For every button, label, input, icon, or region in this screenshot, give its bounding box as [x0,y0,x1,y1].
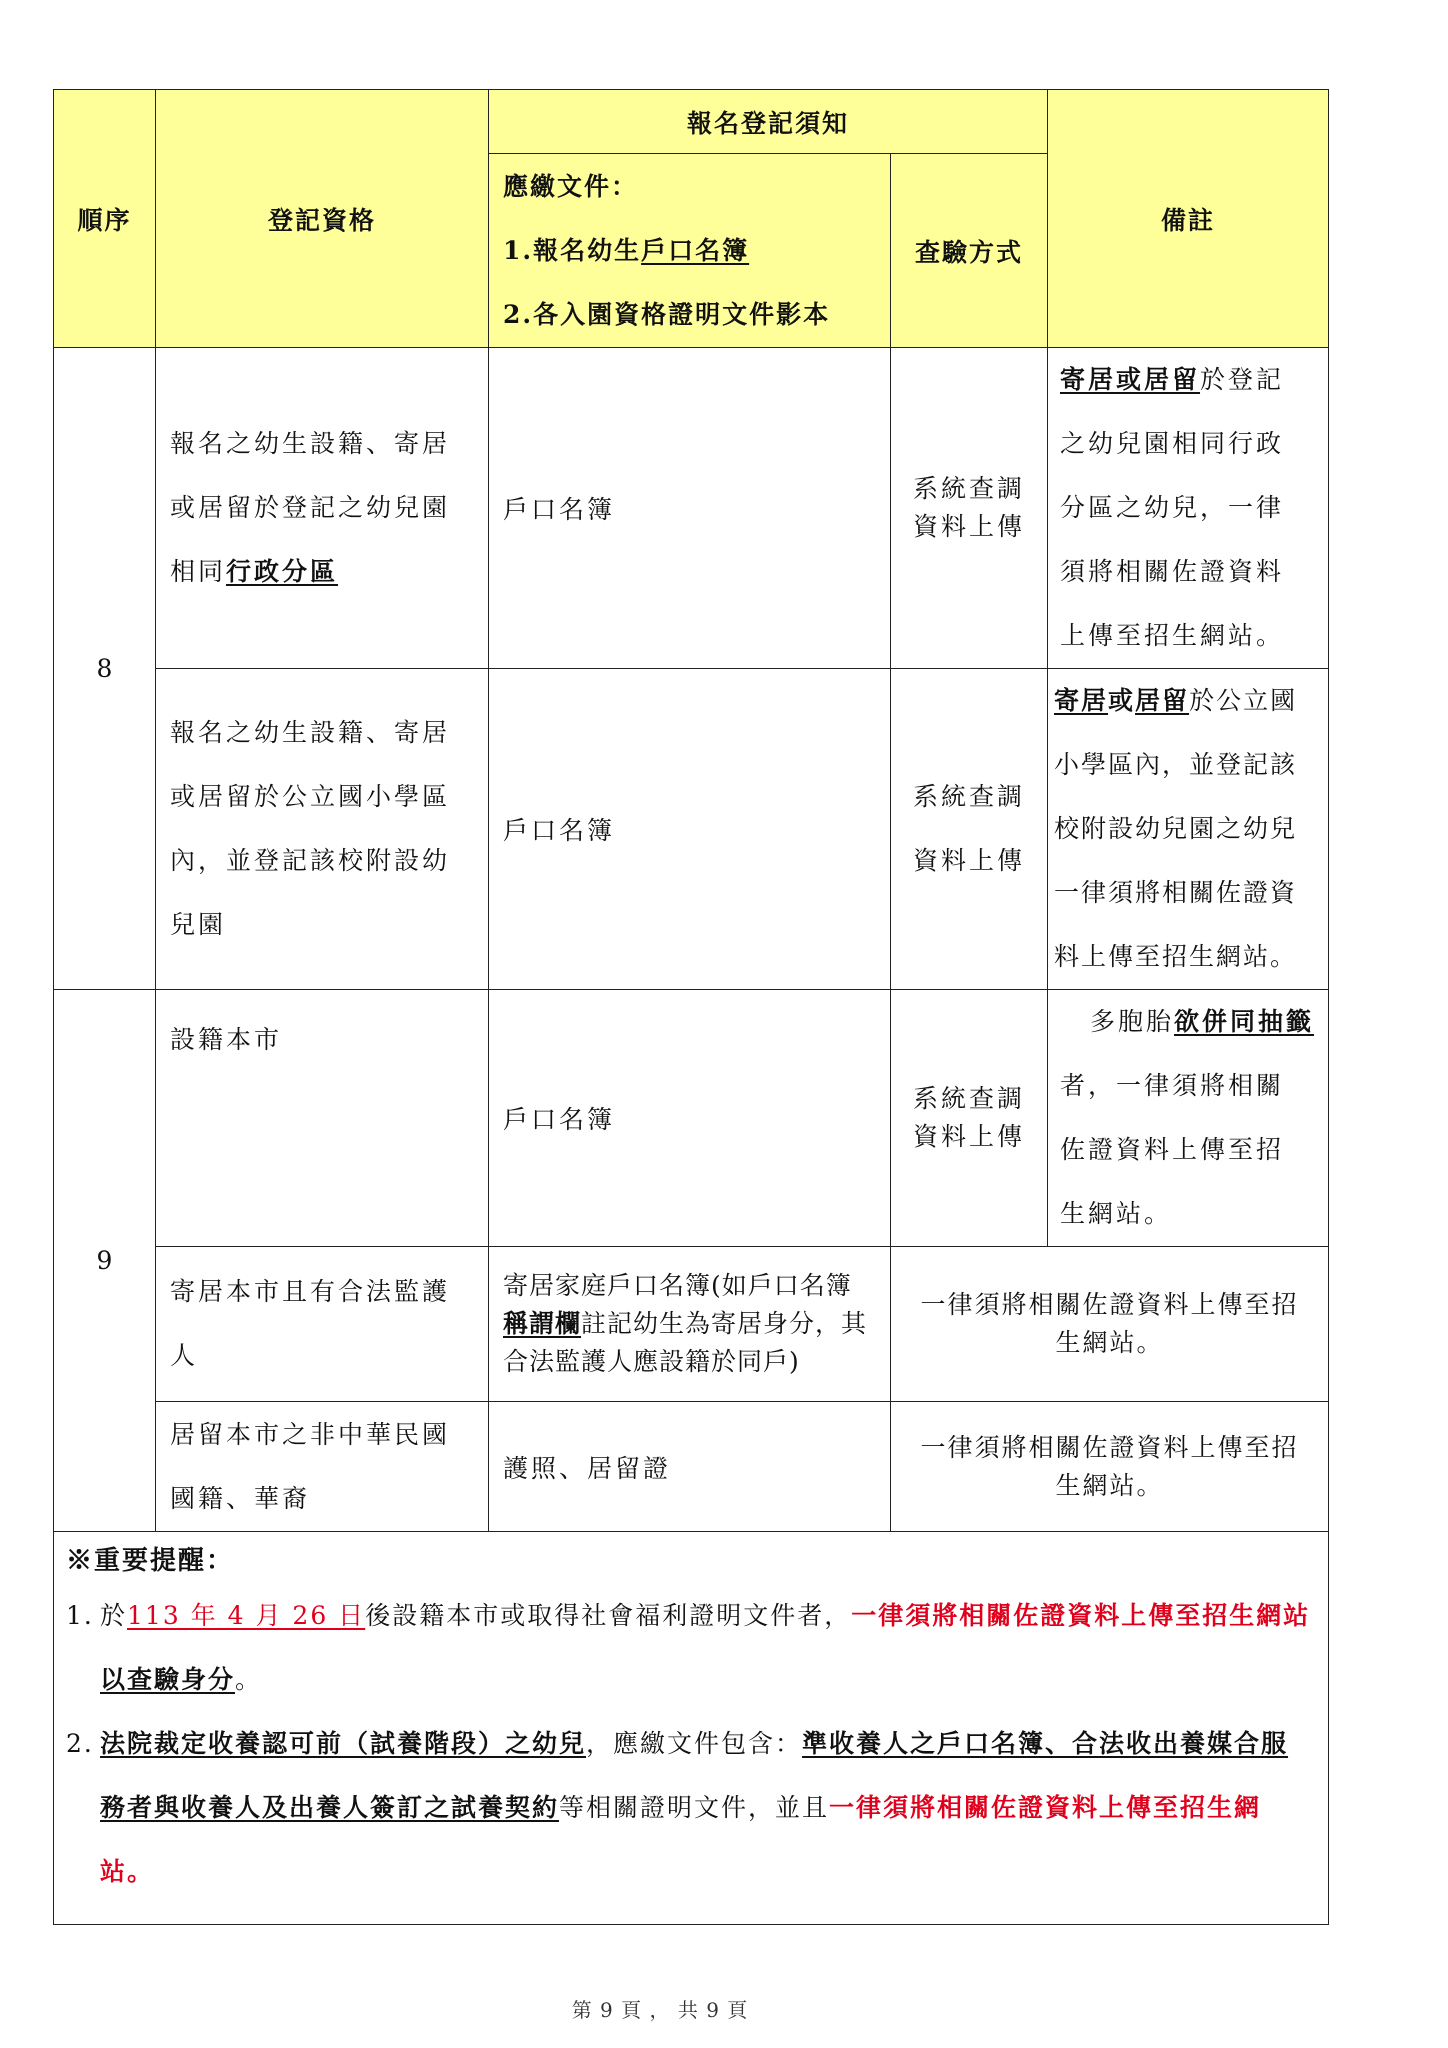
qualification-cell: 寄居本市且有合法監護 人 [156,1247,489,1402]
page-footer: 第 9 頁 ， 共 9 頁 [571,1998,749,2022]
registration-table [53,89,1329,1925]
important-reminder [54,1532,1329,1925]
verification-cell: 系統查調 資料上傳 [891,348,1048,669]
required-docs-1: 1.報名幼生戶口名簿 [503,235,750,265]
document-cell: 戶口名簿 [489,669,891,990]
qualification-cell: 設籍本市 [156,990,489,1247]
remark-cell: 寄居或居留於公立國 小學區內，並登記該 校附設幼兒園之幼兒 一律須將相關佐證資 料上傳至招生網站。 [1048,669,1329,990]
header-qualification: 登記資格 [156,90,489,348]
reminder-item-2: 2. 法院裁定收養認可前（試養階段）之幼兒，應繳文件包含：準收養人之戶口名簿、合法收出養媒合服務者與收養人及出養人簽訂之試養契約等相關證明文件，並且一律須將相關佐證資料上傳至招生網站。 [66,1729,1289,1886]
reminder-item-1: 1. 於113 年 4 月 26 日後設籍本市或取得社會福利證明文件者，一律須將相關佐證資料上傳至招生網站以查驗身分。 [66,1601,1311,1694]
header-order: 順序 [54,90,156,348]
reminder-date: 113 年 4 月 26 日 [127,1601,366,1630]
document-cell: 護照、居留證 [489,1402,891,1532]
qualification-cell: 居留本市之非中華民國 國籍、華裔 [156,1402,489,1532]
remark-cell: 多胞胎欲併同抽籤 者，一律須將相關 佐證資料上傳至招 生網站。 [1048,990,1329,1247]
document-cell: 寄居家庭戶口名簿(如戶口名簿稱謂欄註記幼生為寄居身分，其合法監護人應設籍於同戶) [489,1247,891,1402]
header-verification: 查驗方式 [891,154,1048,348]
document-cell: 戶口名簿 [489,348,891,669]
remark-cell: 寄居或居留於登記 之幼兒園相同行政 分區之幼兒，一律 須將相關佐證資料 上傳至招生網站。 [1048,348,1329,669]
required-docs-2: 2.各入園資格證明文件影本 [503,299,831,329]
remark-cell: 一律須將相關佐證資料上傳至招生網站。 [891,1247,1329,1402]
document-cell: 戶口名簿 [489,990,891,1247]
reminder-title: ※重要提醒： [66,1546,235,1576]
remark-cell: 一律須將相關佐證資料上傳至招生網站。 [891,1402,1329,1532]
qualification-cell: 報名之幼生設籍、寄居 或居留於登記之幼兒園 相同行政分區 [156,348,489,669]
header-remarks: 備註 [1048,90,1329,348]
header-required-docs [489,154,891,348]
qualification-cell: 報名之幼生設籍、寄居 或居留於公立國小學區 內，並登記該校附設幼 兒園 [156,669,489,990]
verification-cell: 系統查調 資料上傳 [891,990,1048,1247]
row-number-9: 9 [54,990,156,1532]
header-registration-notice: 報名登記須知 [489,90,1048,154]
verification-cell: 系統查調 資料上傳 [891,669,1048,990]
row-number-8: 8 [54,348,156,990]
required-docs-title: 應繳文件： [503,171,639,201]
